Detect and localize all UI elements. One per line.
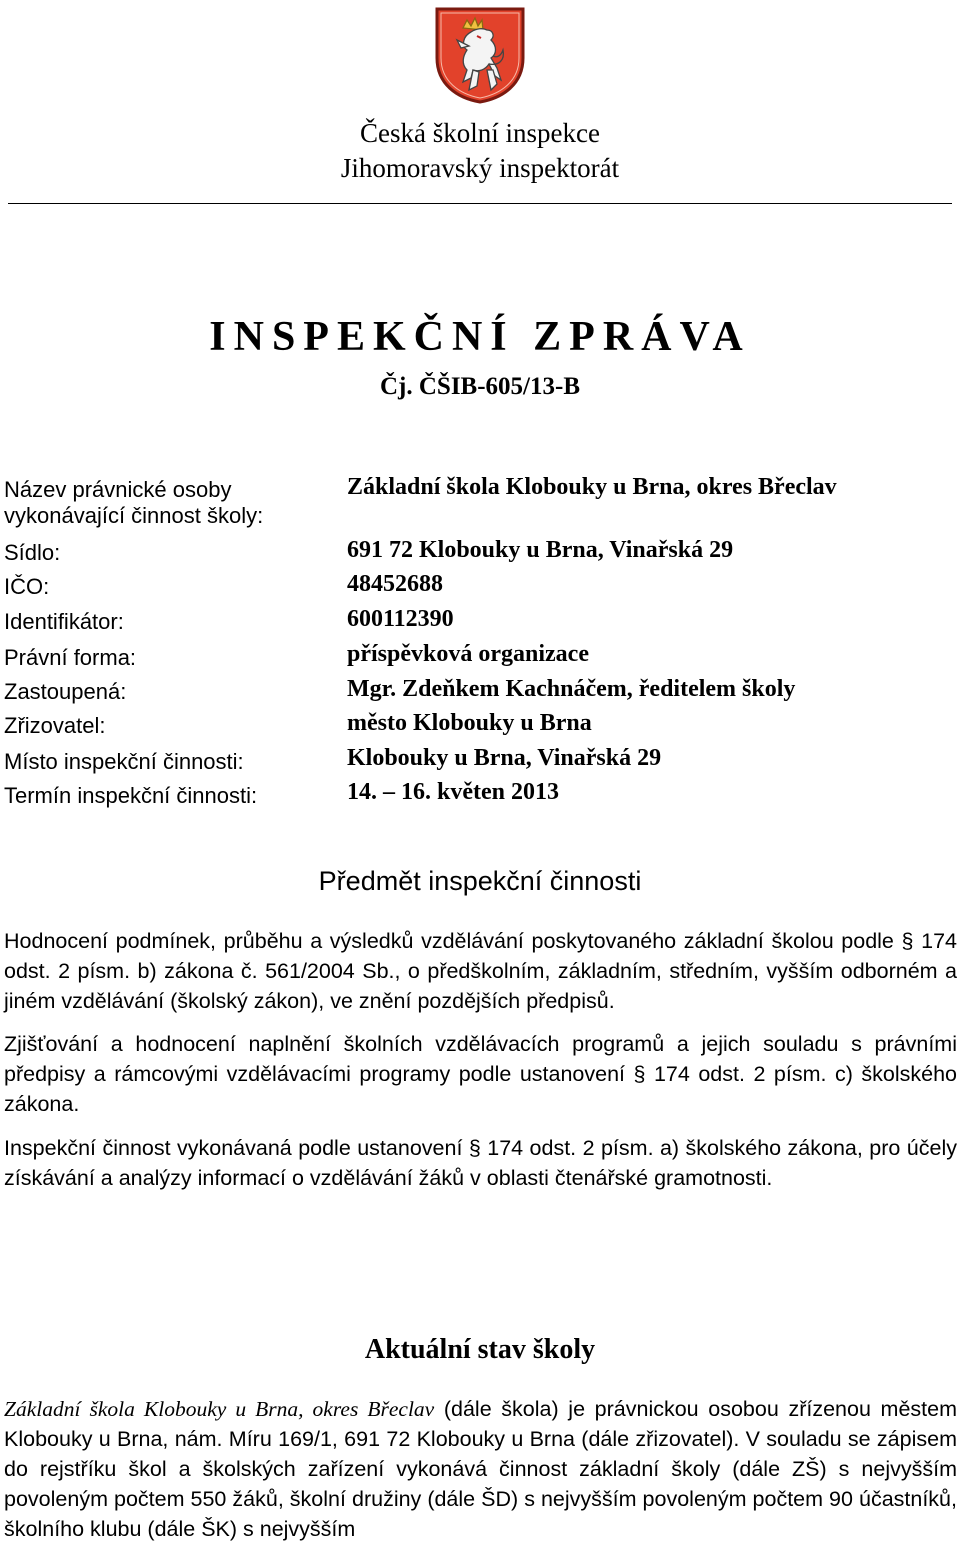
inspectorate-name: Jihomoravský inspektorát	[340, 153, 620, 183]
field-value-represented: Mgr. Zdeňkem Kachnáčem, ředitelem školy	[347, 676, 796, 702]
field-value-inspection-date: 14. – 16. květen 2013	[347, 779, 559, 805]
field-value-legal-form: příspěvková organizace	[347, 641, 589, 667]
header-divider	[8, 203, 952, 204]
subject-paragraph-2: Zjišťování a hodnocení naplnění školních vzdělávacích programů a jejich souladu s právními předpisy a rámcovými vzdělávacími programy podle ustanovení § 174 odst. 2 písm. c) školského zákona.	[4, 1032, 957, 1116]
field-value-inspection-place: Klobouky u Brna, Vinařská 29	[347, 745, 662, 771]
field-value-legal-entity: Základní škola Klobouky u Brna, okres Břeclav	[347, 474, 837, 500]
field-label-legal-entity-2: vykonávající činnost školy:	[4, 503, 264, 528]
field-value-founder: město Klobouky u Brna	[347, 710, 592, 736]
field-value-seat: 691 72 Klobouky u Brna, Vinařská 29	[347, 537, 734, 563]
field-value-ico: 48452688	[347, 571, 443, 597]
field-label-seat: Sídlo:	[4, 540, 61, 565]
field-label-ico: IČO:	[4, 574, 50, 599]
section-heading-current-state: Aktuální stav školy	[364, 1334, 596, 1365]
report-title: INSPEKČNÍ ZPRÁVA	[209, 314, 751, 360]
current-state-paragraph	[4, 1394, 957, 1544]
reference-number: Čj. ČŠIB-605/13-B	[379, 373, 580, 400]
section-heading-subject: Předmět inspekční činnosti	[318, 866, 642, 896]
field-label-founder: Zřizovatel:	[4, 713, 106, 738]
field-label-represented: Zastoupená:	[4, 679, 127, 704]
organization-name: Česká školní inspekce	[360, 118, 600, 148]
field-value-identifier: 600112390	[347, 606, 454, 632]
field-label-inspection-date: Termín inspekční činnosti:	[4, 783, 258, 808]
field-label-legal-entity: Název právnické osoby	[4, 477, 232, 502]
current-state-text: (dále škola) je právnickou osobou zřízenou městem Klobouky u Brna, nám. Míru 169/1, 691 72 Klobouky u Brna (dále zřizovatel). V souladu se zápisem do rejstříku škol a školských zařízení vykonává činnost základní školy (dále ZŠ) s nejvyšším povoleným počtem 550 žáků, školní družiny (dále ŠD) s nejvyšším povoleným počtem 90 účastníků, školního klubu (dále ŠK) s nejvyšším	[4, 1397, 957, 1541]
school-name-italic: Základní škola Klobouky u Brna, okres Břeclav	[4, 1397, 435, 1421]
field-label-inspection-place: Místo inspekční činnosti:	[4, 749, 244, 774]
field-label-identifier: Identifikátor:	[4, 609, 124, 634]
coat-of-arms-icon	[433, 6, 527, 104]
field-label-legal-form: Právní forma:	[4, 645, 137, 670]
subject-paragraph-1: Hodnocení podmínek, průběhu a výsledků vzdělávání poskytovaného základní školou podle § 174 odst. 2 písm. b) zákona č. 561/2004 Sb., o předškolním, základním, středním, vyšším odborném a jiném vzdělávání (školský zákon), ve znění pozdějších předpisů.	[4, 929, 957, 1013]
subject-paragraph-3: Inspekční činnost vykonávaná podle ustanovení § 174 odst. 2 písm. a) školského zákona, pro účely získávání a analýzy informací o vzdělávání žáků v oblasti čtenářské gramotnosti.	[4, 1136, 957, 1190]
